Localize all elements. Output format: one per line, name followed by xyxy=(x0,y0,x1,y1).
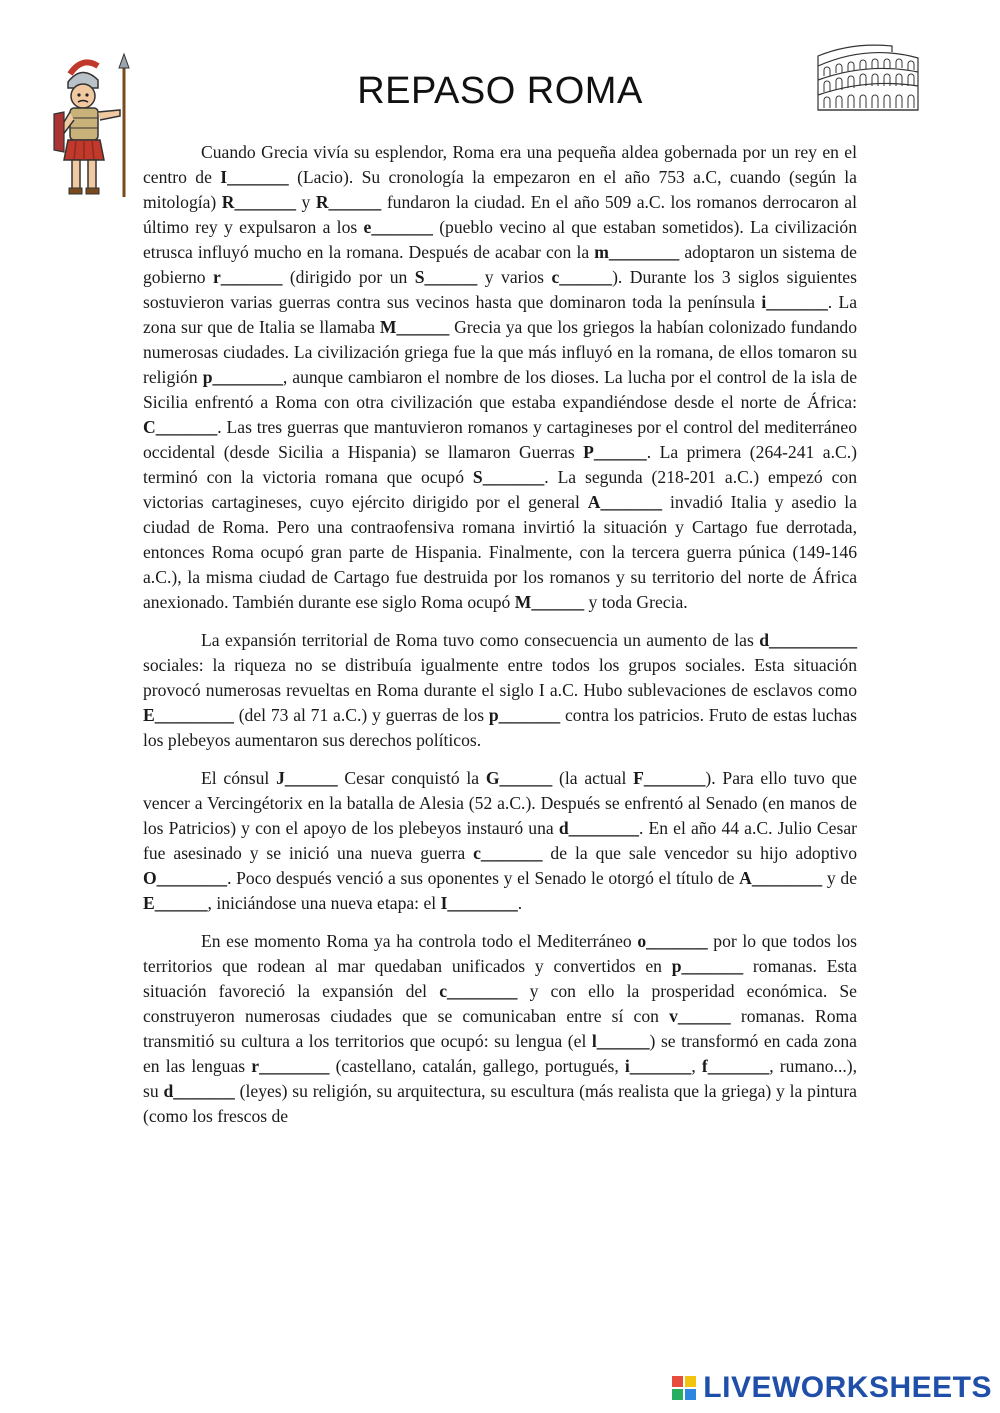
page-title: REPASO ROMA xyxy=(357,70,643,112)
text-segment: (pueblo vecino al que estaban sometidos). La civilización etrusca influyó mucho en la romana. Después de acabar con la xyxy=(143,217,857,262)
liveworksheets-logo-icon xyxy=(671,1375,697,1401)
blank-field[interactable]: E_________ xyxy=(143,705,234,725)
text-segment: El cónsul xyxy=(201,768,277,788)
blank-field[interactable]: P______ xyxy=(583,442,647,462)
blank-field[interactable]: C_______ xyxy=(143,417,218,437)
blank-field[interactable]: A_______ xyxy=(587,492,663,512)
blank-field[interactable]: A________ xyxy=(739,868,823,888)
blank-field[interactable]: i_______ xyxy=(624,1056,692,1076)
text-segment: ). Para ello tuvo que vencer a Vercingétorix en la batalla de Alesia (52 a.C.). Después se enfrentó al Senado (en manos de los Patricios) y con el apoyo de los plebeyos instauró una xyxy=(143,768,857,838)
text-segment: romanas. Roma transmitió su cultura a los territorios que ocupó: su lengua (el xyxy=(143,1006,858,1051)
blank-field[interactable]: p_______ xyxy=(488,705,561,725)
blank-field[interactable]: J______ xyxy=(276,768,338,788)
blank-field[interactable]: d________ xyxy=(558,818,639,838)
text-segment: . En el año 44 a.C. Julio Cesar fue asesinado y se inició una nueva guerra xyxy=(143,818,857,863)
blank-field[interactable]: m________ xyxy=(594,242,680,262)
text-segment: y toda Grecia. xyxy=(584,592,688,612)
text-segment: , iniciándose una nueva etapa: el xyxy=(207,893,441,913)
text-segment: romanas. Esta situación favoreció la expansión del xyxy=(143,956,857,1001)
blank-field[interactable]: G______ xyxy=(485,768,553,788)
text-segment: La expansión territorial de Roma tuvo como consecuencia un aumento de las xyxy=(201,630,760,650)
blank-field[interactable]: M______ xyxy=(514,592,585,612)
text-segment: de la que sale vencedor su hijo adoptivo xyxy=(542,843,857,863)
text-segment: y xyxy=(296,192,316,212)
text-segment: , aunque cambiaron el nombre de los dioses. La lucha por el control de la isla de Sicilia enfrentó a Roma con otra civilización que estaba expandiéndose desde el norte de África: xyxy=(143,367,857,412)
text-segment: En ese momento Roma ya ha controla todo el Mediterráneo xyxy=(201,931,638,951)
blank-field[interactable]: R______ xyxy=(315,192,382,212)
blank-field[interactable]: e_______ xyxy=(363,217,433,237)
text-segment: , rumano...), su xyxy=(143,1056,857,1101)
blank-field[interactable]: S_______ xyxy=(472,467,545,487)
blank-field[interactable]: c_______ xyxy=(473,843,543,863)
text-segment: (del 73 al 71 a.C.) y guerras de los xyxy=(233,705,489,725)
blank-field[interactable]: I________ xyxy=(440,893,518,913)
text-segment: (leyes) su religión, su arquitectura, su escultura (más realista que la griega) y la pintura (como los frescos de xyxy=(143,1081,857,1126)
text-segment: Cuando Grecia vivía su esplendor, Roma era una pequeña aldea gobernada por un rey en el centro de xyxy=(143,142,857,187)
text-segment: . La primera (264-241 a.C.) terminó con la victoria romana que ocupó xyxy=(143,442,857,487)
blank-field[interactable]: p________ xyxy=(202,367,283,387)
text-segment: . Las tres guerras que mantuvieron romanos y cartagineses por el control del mediterráneo occidental (desde Sicilia a Hispania) se llamaron Guerras xyxy=(143,417,857,462)
blank-field[interactable]: E______ xyxy=(143,893,208,913)
text-segment: y varios xyxy=(477,267,552,287)
text-segment: ) se transformó en cada zona en las lenguas xyxy=(143,1031,857,1076)
text-segment: . xyxy=(517,893,523,913)
text-segment: . La segunda (218-201 a.C.) empezó con victorias cartagineses, cuyo ejército dirigido por el general xyxy=(143,467,857,512)
text-segment: (Lacio). Su cronología la empezaron en el año 753 a.C, cuando (según la mitología) xyxy=(143,167,857,212)
blank-field[interactable]: F_______ xyxy=(633,768,706,788)
liveworksheets-logo-text: LIVEWORKSHEETS xyxy=(703,1371,992,1404)
blank-field[interactable]: R_______ xyxy=(221,192,297,212)
text-segment: adoptaron un sistema de gobierno xyxy=(143,242,857,287)
text-segment: . Poco después venció a sus oponentes y el Senado le otorgó el título de xyxy=(227,868,740,888)
paragraph xyxy=(143,140,857,615)
text-segment: y de xyxy=(822,868,857,888)
blank-field[interactable]: S______ xyxy=(414,267,478,287)
blank-field[interactable]: d__________ xyxy=(759,630,857,650)
text-segment: Cesar conquistó la xyxy=(337,768,486,788)
text-segment: (castellano, catalán, gallego, portugués, xyxy=(329,1056,625,1076)
text-segment: sociales: la riqueza no se distribuía igualmente entre todos los grupos sociales. Esta situación provocó numerosas revueltas en Roma durante el siglo I a.C. Hubo sublevaciones de esclavos como xyxy=(143,655,857,700)
paragraph xyxy=(143,628,857,753)
blank-field[interactable]: c________ xyxy=(439,981,518,1001)
blank-field[interactable]: O________ xyxy=(143,868,228,888)
text-segment: fundaron la ciudad. En el año 509 a.C. los romanos derrocaron al último rey y expulsaron a los xyxy=(143,192,858,237)
blank-field[interactable]: v______ xyxy=(669,1006,731,1026)
blank-field[interactable]: M______ xyxy=(379,317,450,337)
text-segment: contra los patricios. Fruto de estas luchas los plebeyos aumentaron sus derechos políticos. xyxy=(143,705,858,750)
blank-field[interactable]: r________ xyxy=(251,1056,330,1076)
text-segment: por lo que todos los territorios que rodean al mar quedaban unificados y convertidos en xyxy=(143,931,857,976)
text-segment: (la actual xyxy=(552,768,634,788)
liveworksheets-logo xyxy=(671,1371,992,1405)
text-segment: , xyxy=(691,1056,702,1076)
paragraph xyxy=(143,929,857,1129)
text-segment: (dirigido por un xyxy=(282,267,415,287)
paragraph xyxy=(143,766,857,916)
blank-field[interactable]: l______ xyxy=(591,1031,650,1051)
blank-field[interactable]: i_______ xyxy=(761,292,828,312)
text-segment: invadió Italia y asedio la ciudad de Roma. Pero una contraofensiva romana invirtió la situación y Cartago fue derrotada, entonces Roma ocupó gran parte de Hispania. Finalmente, con la tercera guerra púnica (149-146 a.C.), la misma ciudad de Cartago fue destruida por los romanos y su territorio del norte de África anexionado. También durante ese siglo Roma ocupó xyxy=(143,492,857,612)
text-segment: y con ello la prosperidad económica. Se construyeron numerosas ciudades que se comunicaban entre sí con xyxy=(143,981,857,1026)
blank-field[interactable]: d_______ xyxy=(163,1081,235,1101)
blank-field[interactable]: c______ xyxy=(551,267,613,287)
worksheet-text xyxy=(143,140,857,1142)
text-segment: ). Durante los 3 siglos siguientes sostuvieron varias guerras contra sus vecinos hasta que dominaron toda la península xyxy=(143,267,857,312)
text-segment: Grecia ya que los griegos la habían colonizado fundando numerosas ciudades. La civilización griega fue la que más influyó en la romana, de ellos tomaron su religión xyxy=(143,317,857,387)
text-segment: . La zona sur que de Italia se llamaba xyxy=(143,292,858,337)
blank-field[interactable]: I_______ xyxy=(220,167,289,187)
blank-field[interactable]: p_______ xyxy=(671,956,744,976)
blank-field[interactable]: o_______ xyxy=(637,931,708,951)
blank-field[interactable]: f_______ xyxy=(701,1056,770,1076)
blank-field[interactable]: r_______ xyxy=(212,267,283,287)
